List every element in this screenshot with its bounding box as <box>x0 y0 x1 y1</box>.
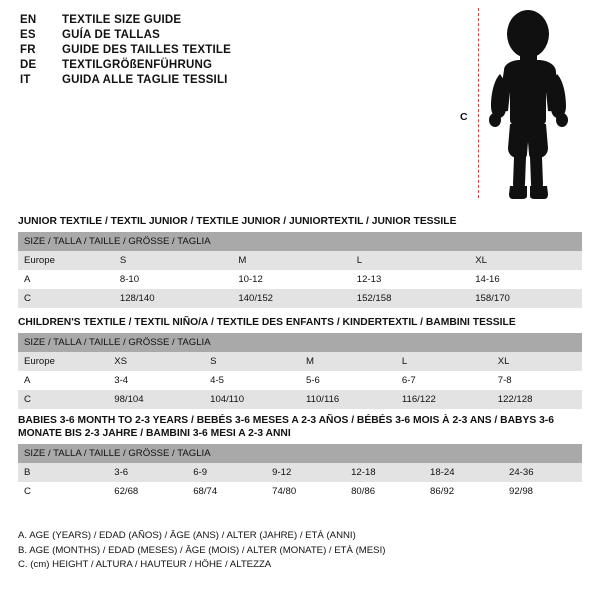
cell: M <box>232 251 350 270</box>
language-row <box>20 44 440 56</box>
child-silhouette-figure <box>460 8 590 203</box>
cell: S <box>114 251 232 270</box>
row-label: B <box>18 463 108 482</box>
table-row <box>18 463 582 482</box>
cell: L <box>396 352 492 371</box>
table-header-row <box>18 444 582 463</box>
cell: XL <box>469 251 582 270</box>
legend-block <box>18 529 582 573</box>
cell: 8-10 <box>114 270 232 289</box>
legend-line-a: A. AGE (YEARS) / EDAD (AÑOS) / ÂGE (ANS) / ALTER (JAHRE) / ETÀ (ANNI) <box>18 530 356 541</box>
table-row <box>18 482 582 501</box>
section-title: CHILDREN'S TEXTILE / TEXTIL NIÑO/A / TEXTILE DES ENFANTS / KINDERTEXTIL / BAMBINI TESSILE <box>18 317 516 328</box>
table-row <box>18 270 582 289</box>
row-label: Europe <box>18 251 114 270</box>
size-table-babies <box>18 444 582 501</box>
cell: S <box>204 352 300 371</box>
cell: 3-4 <box>108 371 204 390</box>
cell: 18-24 <box>424 463 503 482</box>
cell: 122/128 <box>492 390 582 409</box>
row-label: Europe <box>18 352 108 371</box>
section-title: JUNIOR TEXTILE / TEXTIL JUNIOR / TEXTILE JUNIOR / JUNIORTEXTIL / JUNIOR TESSILE <box>18 216 457 227</box>
child-silhouette-icon <box>460 8 590 203</box>
table-header-label: SIZE / TALLA / TAILLE / GRÖSSE / TAGLIA <box>18 333 582 352</box>
section-junior <box>18 215 582 308</box>
table-header-label: SIZE / TALLA / TAILLE / GRÖSSE / TAGLIA <box>18 444 582 463</box>
section-title: BABIES 3-6 MONTH TO 2-3 YEARS / BEBÉS 3-6 MESES A 2-3 AÑOS / BÉBÉS 3-6 MOIS À 2-3 ANS / BABYS 3-6 MONATE BIS 2-3 JAHRE / BAMBINI 3-6 MESI A 2-3 ANNI <box>18 415 554 439</box>
cell: 14-16 <box>469 270 582 289</box>
table-header-row <box>18 333 582 352</box>
height-measure-line <box>478 8 479 198</box>
table-row <box>18 289 582 308</box>
row-label: C <box>18 289 114 308</box>
cell: 152/158 <box>351 289 469 308</box>
cell: 158/170 <box>469 289 582 308</box>
language-row <box>20 59 440 71</box>
table-header-row <box>18 232 582 251</box>
section-children <box>18 316 582 409</box>
cell: 24-36 <box>503 463 582 482</box>
cell: 98/104 <box>108 390 204 409</box>
cell: 110/116 <box>300 390 396 409</box>
table-row <box>18 251 582 270</box>
table-row <box>18 371 582 390</box>
cell: L <box>351 251 469 270</box>
language-title: TEXTILE SIZE GUIDE <box>62 14 182 26</box>
cell: 128/140 <box>114 289 232 308</box>
cell: 104/110 <box>204 390 300 409</box>
height-measure-label: C <box>460 111 468 123</box>
row-label: C <box>18 482 108 501</box>
cell: 92/98 <box>503 482 582 501</box>
cell: M <box>300 352 396 371</box>
cell: 140/152 <box>232 289 350 308</box>
legend-line-c: C. (cm) HEIGHT / ALTURA / HAUTEUR / HÖHE / ALTEZZA <box>18 559 272 570</box>
language-code: DE <box>20 59 37 71</box>
language-title: GUIDE DES TAILLES TEXTILE <box>62 44 231 56</box>
language-title: GUÍA DE TALLAS <box>62 29 160 41</box>
cell: 12-18 <box>345 463 424 482</box>
cell: 80/86 <box>345 482 424 501</box>
language-code: EN <box>20 14 37 26</box>
language-row <box>20 14 440 26</box>
language-row <box>20 29 440 41</box>
cell: 6-7 <box>396 371 492 390</box>
row-label: A <box>18 270 114 289</box>
cell: 3-6 <box>108 463 187 482</box>
cell: 4-5 <box>204 371 300 390</box>
cell: 86/92 <box>424 482 503 501</box>
cell: 9-12 <box>266 463 345 482</box>
cell: 62/68 <box>108 482 187 501</box>
cell: 74/80 <box>266 482 345 501</box>
table-header-label: SIZE / TALLA / TAILLE / GRÖSSE / TAGLIA <box>18 232 582 251</box>
language-row <box>20 74 440 86</box>
table-row <box>18 390 582 409</box>
section-babies <box>18 414 582 501</box>
table-row <box>18 352 582 371</box>
row-label: A <box>18 371 108 390</box>
language-code: ES <box>20 29 36 41</box>
cell: 10-12 <box>232 270 350 289</box>
legend-line-b: B. AGE (MONTHS) / EDAD (MESES) / ÂGE (MOIS) / ALTER (MONATE) / ETÀ (MESI) <box>18 544 386 556</box>
cell: 5-6 <box>300 371 396 390</box>
size-table-children <box>18 333 582 409</box>
cell: XS <box>108 352 204 371</box>
cell: XL <box>492 352 582 371</box>
language-code: IT <box>20 74 31 86</box>
size-table-junior <box>18 232 582 308</box>
cell: 12-13 <box>351 270 469 289</box>
row-label: C <box>18 390 108 409</box>
language-code: FR <box>20 44 36 56</box>
cell: 68/74 <box>187 482 266 501</box>
cell: 6-9 <box>187 463 266 482</box>
cell: 116/122 <box>396 390 492 409</box>
language-header <box>20 14 440 89</box>
language-title: TEXTILGRÖßENFÜHRUNG <box>62 59 213 71</box>
language-title: GUIDA ALLE TAGLIE TESSILI <box>62 74 228 86</box>
cell: 7-8 <box>492 371 582 390</box>
